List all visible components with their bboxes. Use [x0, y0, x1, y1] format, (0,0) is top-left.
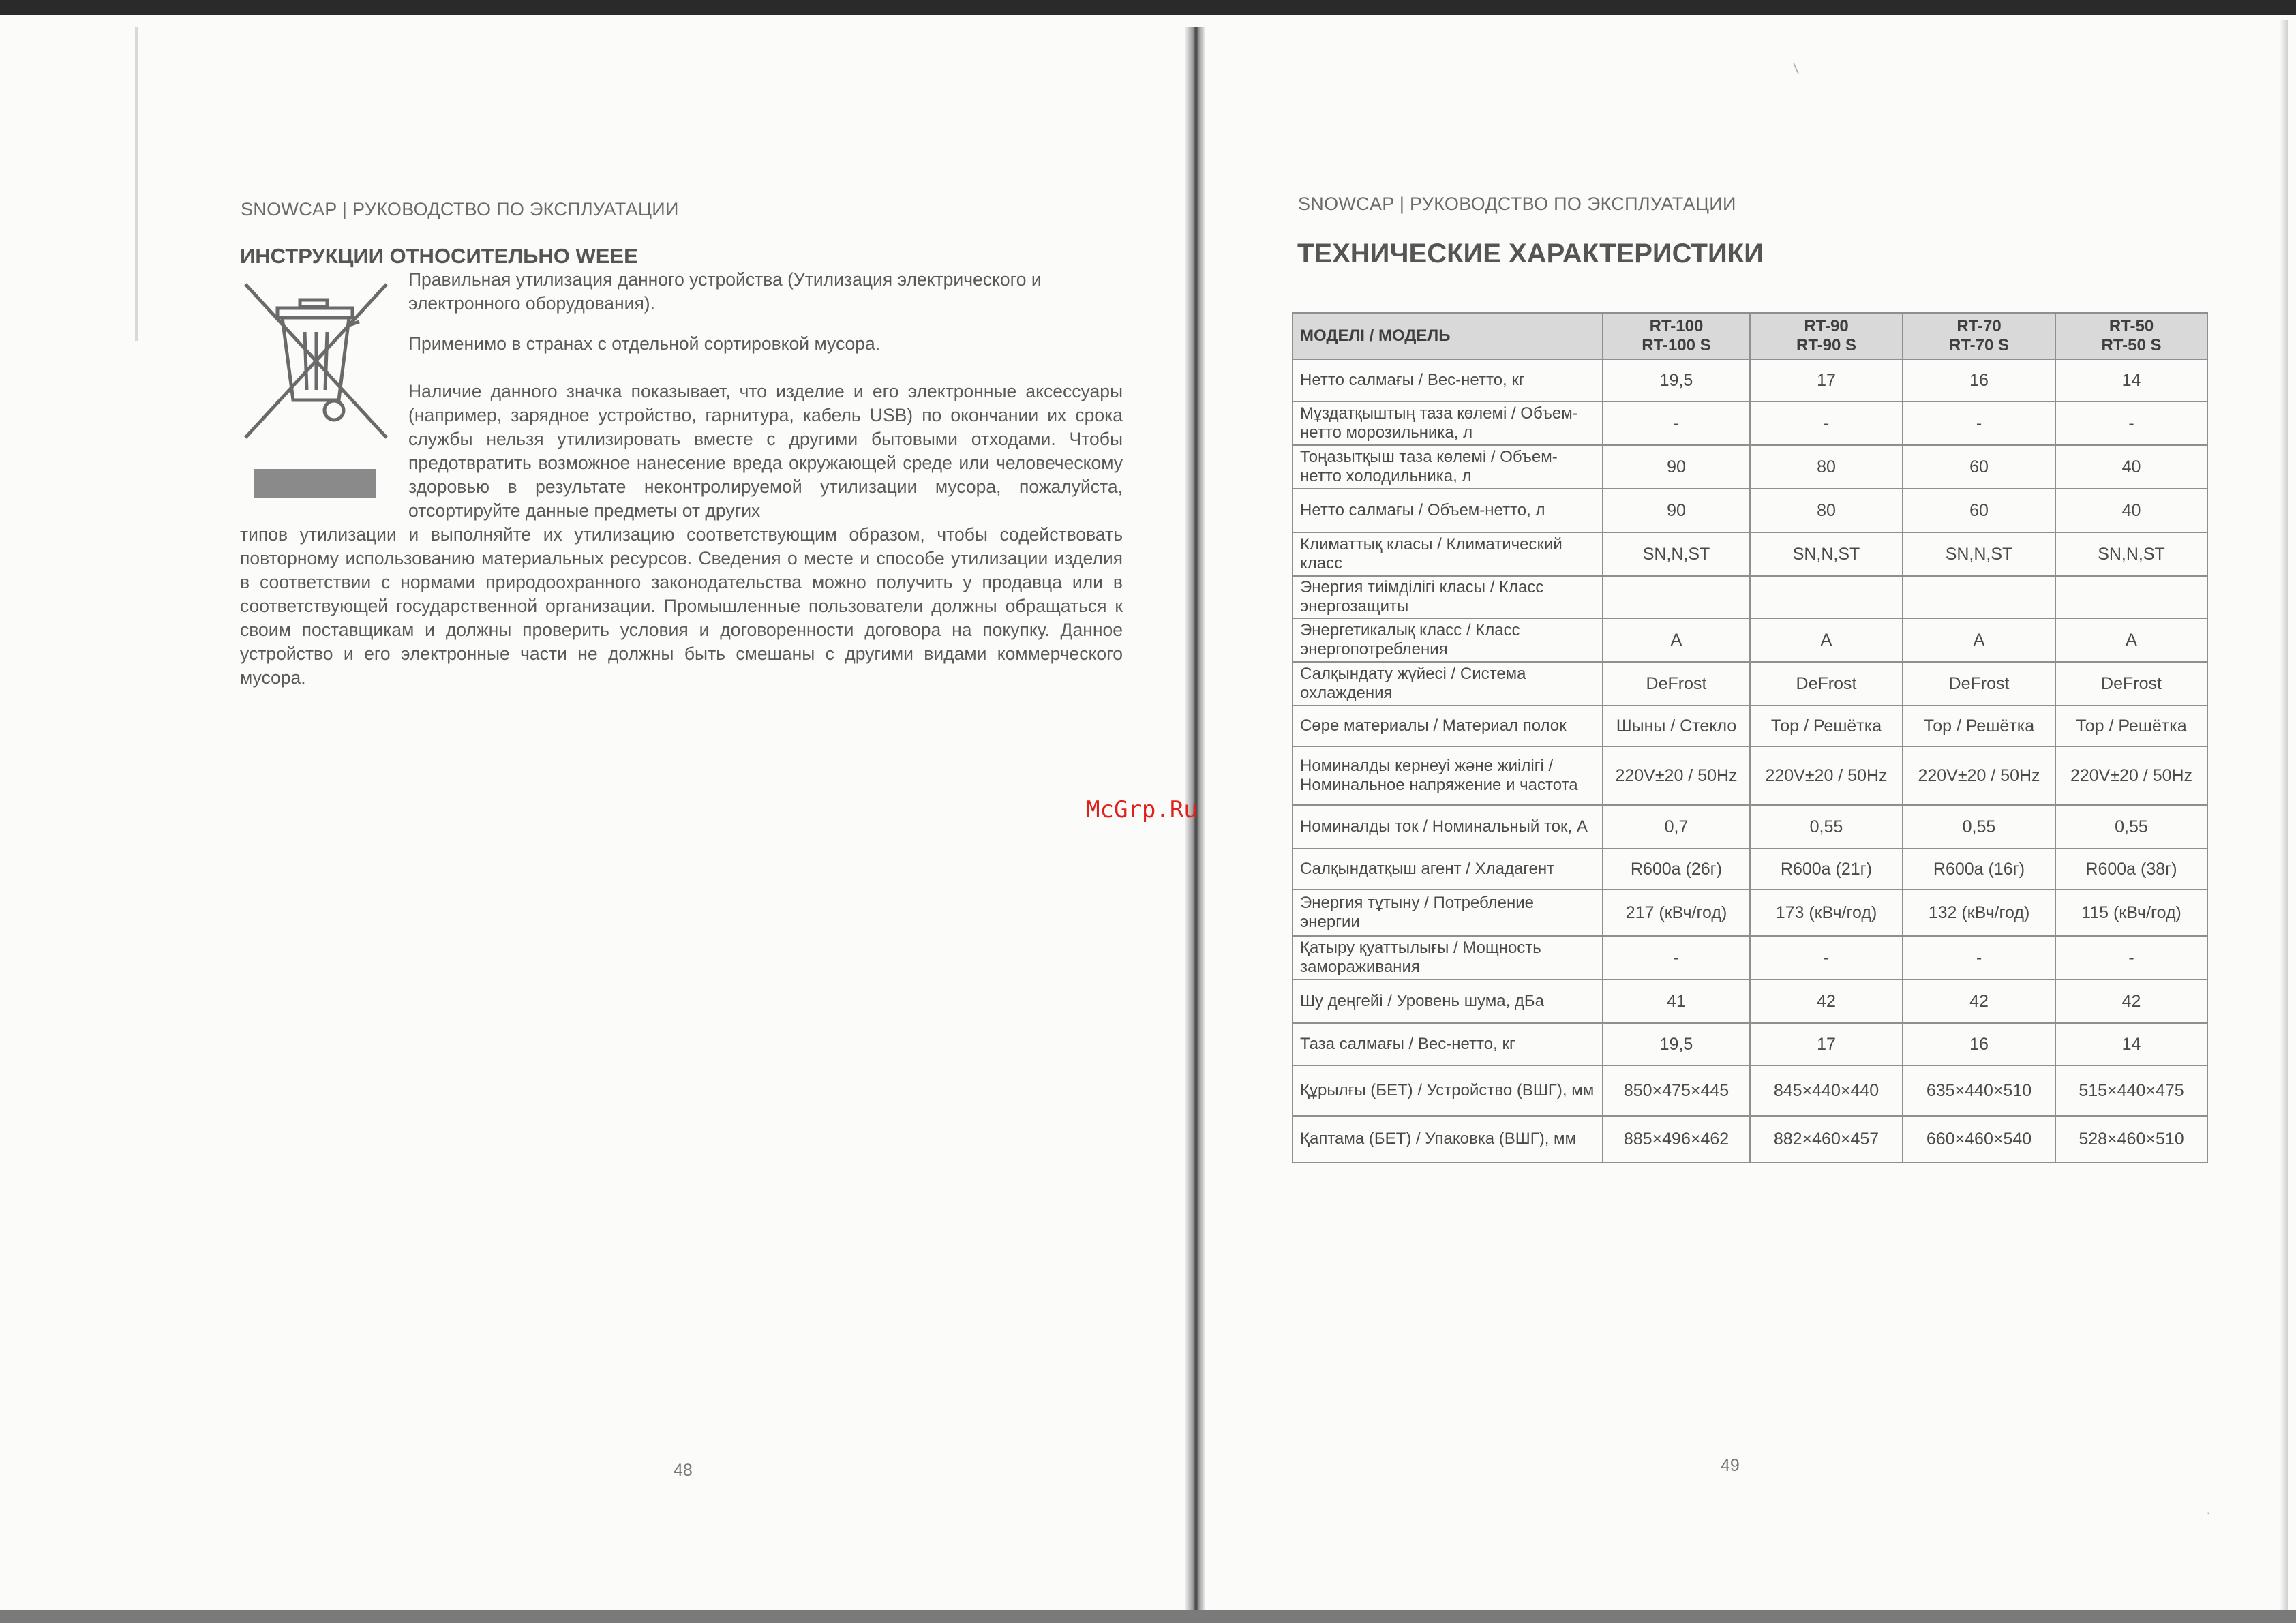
spec-value: Тор / Решётка: [2055, 706, 2207, 746]
weee-marking-bar: [254, 469, 376, 498]
spec-value: SN,N,ST: [1603, 532, 1750, 576]
spec-label: Қатыру қуаттылығы / Мощность замораживания: [1293, 936, 1603, 980]
table-row: [1293, 359, 2207, 401]
spec-value: 90: [1603, 445, 1750, 489]
spec-value: 14: [2055, 1023, 2207, 1065]
left-page-header: SNOWCAP | РУКОВОДСТВО ПО ЭКСПЛУАТАЦИИ: [241, 199, 679, 219]
spec-value: 42: [2055, 980, 2207, 1023]
spec-value: 16: [1903, 1023, 2055, 1065]
spec-value: 0,55: [2055, 805, 2207, 849]
spec-value: DeFrost: [1603, 662, 1750, 706]
spec-value: 220V±20 / 50Hz: [1750, 746, 1903, 805]
spec-value: [2055, 576, 2207, 618]
page-edge-mark: [135, 27, 138, 341]
spec-value: SN,N,ST: [1750, 532, 1903, 576]
spec-label: Қаптама (БЕТ) / Упаковка (ВШГ), мм: [1293, 1116, 1603, 1162]
spec-value: Шыны / Стекло: [1603, 706, 1750, 746]
scan-speck: ·: [2206, 1504, 2211, 1521]
crossed-out-wheelie-bin-icon: [240, 281, 393, 443]
table-row: [1293, 706, 2207, 746]
spec-label: Тоңазытқыш таза көлемі / Объем-нетто холодильника, л: [1293, 445, 1603, 489]
spec-value: 16: [1903, 359, 2055, 401]
spec-value: 42: [1750, 980, 1903, 1023]
spec-label: Нетто салмағы / Вес-нетто, кг: [1293, 359, 1603, 401]
spec-value: 220V±20 / 50Hz: [1903, 746, 2055, 805]
spec-value: 132 (кВч/год): [1903, 890, 2055, 936]
spec-label: Шу деңгейі / Уровень шума, дБа: [1293, 980, 1603, 1023]
spec-label: Сөре материалы / Материал полок: [1293, 706, 1603, 746]
table-row: [1293, 1116, 2207, 1162]
weee-paragraph-4: типов утилизации и выполняйте их утилизацию соответствующим образом, чтобы содействовать повторному использованию материальных ресурсов. Сведения о месте и способе утилизации изделия в соответствии с нормами природоохранного законодательства можно получить у продавца или в соответствующей государственной организации. Промышленные пользователи должны обращаться к своим поставщикам и должны проверить условия и договоренности договора на покупку. Данное устройство и его электронные части не должны быть смешаны с другими видами коммерческого мусора.: [240, 524, 1123, 688]
spec-value: A: [1903, 618, 2055, 662]
spec-value: 635×440×510: [1903, 1065, 2055, 1116]
spec-label: Номиналды ток / Номинальный ток, А: [1293, 805, 1603, 849]
spec-value: A: [1603, 618, 1750, 662]
table-row: [1293, 746, 2207, 805]
spec-value: [1603, 576, 1750, 618]
table-row: [1293, 445, 2207, 489]
right-page-header: SNOWCAP | РУКОВОДСТВО ПО ЭКСПЛУАТАЦИИ: [1298, 194, 1736, 214]
spec-value: SN,N,ST: [2055, 532, 2207, 576]
spec-value: 220V±20 / 50Hz: [1603, 746, 1750, 805]
spec-value: 217 (кВч/год): [1603, 890, 1750, 936]
spec-value: -: [1903, 936, 2055, 980]
spec-value: 220V±20 / 50Hz: [2055, 746, 2207, 805]
table-row: [1293, 849, 2207, 890]
spec-value: 17: [1750, 1023, 1903, 1065]
table-row: [1293, 576, 2207, 618]
model-header-rt100: RT-100 RT-100 S: [1603, 313, 1750, 359]
spec-value: R600a (16г): [1903, 849, 2055, 890]
spec-label: Салқындатқыш агент / Хладагент: [1293, 849, 1603, 890]
spec-value: 19,5: [1603, 359, 1750, 401]
spec-value: 90: [1603, 489, 1750, 532]
spec-label: Энергетикалық класс / Класс энергопотребления: [1293, 618, 1603, 662]
table-row: [1293, 805, 2207, 849]
table-row: [1293, 532, 2207, 576]
spec-value: Тор / Решётка: [1903, 706, 2055, 746]
spec-value: 173 (кВч/год): [1750, 890, 1903, 936]
spec-value: 19,5: [1603, 1023, 1750, 1065]
left-page-title: ИНСТРУКЦИИ ОТНОСИТЕЛЬНО WEEE: [240, 244, 638, 268]
spec-label: Салқындату жүйесі / Система охлаждения: [1293, 662, 1603, 706]
weee-paragraph-1: Правильная утилизация данного устройства (Утилизация электрического и электронного оборудования).: [408, 269, 1042, 314]
spec-value: 885×496×462: [1603, 1116, 1750, 1162]
spec-label: Энергия тұтыну / Потребление энергии: [1293, 890, 1603, 936]
spec-value: R600a (38г): [2055, 849, 2207, 890]
scan-top-border: [0, 0, 2296, 15]
spec-label: Номиналды кернеуі және жиілігі / Номинальное напряжение и частота: [1293, 746, 1603, 805]
spec-value: 528×460×510: [2055, 1116, 2207, 1162]
weee-paragraph-2: Применимо в странах с отдельной сортировкой мусора.: [408, 333, 881, 354]
model-header-rt50: RT-50 RT-50 S: [2055, 313, 2207, 359]
table-header-row: [1293, 313, 2207, 359]
spec-value: -: [1750, 401, 1903, 445]
page-right-edge: [2280, 20, 2288, 1610]
spec-label: Құрылғы (БЕТ) / Устройство (ВШГ), мм: [1293, 1065, 1603, 1116]
scan-bottom-border: [0, 1610, 2296, 1623]
table-row: [1293, 980, 2207, 1023]
spec-value: 80: [1750, 445, 1903, 489]
spec-value: -: [1603, 401, 1750, 445]
table-row: [1293, 618, 2207, 662]
model-column-header: МОДЕЛІ / МОДЕЛЬ: [1293, 313, 1603, 359]
spec-value: SN,N,ST: [1903, 532, 2055, 576]
table-row: [1293, 662, 2207, 706]
right-page-title: ТЕХНИЧЕСКИЕ ХАРАКТЕРИСТИКИ: [1297, 239, 1764, 269]
weee-paragraph-3: Наличие данного значка показывает, что изделие и его электронные аксессуары (например, зарядное устройство, гарнитура, кабель USB) по окончании их срока службы нельзя утилизировать вместе с другими бытовыми отходами. Чтобы предотвратить возможное нанесение вреда окружающей среде или человеческому здоровью в результате неконтролируемой утилизации мусора, пожалуйста, отсортируйте данные предметы от других: [408, 381, 1123, 521]
table-row: [1293, 1023, 2207, 1065]
spec-value: 882×460×457: [1750, 1116, 1903, 1162]
spec-value: 60: [1903, 445, 2055, 489]
spec-value: -: [2055, 401, 2207, 445]
spec-value: 40: [2055, 489, 2207, 532]
spec-value: 0,55: [1903, 805, 2055, 849]
spec-value: [1750, 576, 1903, 618]
spec-label: Климаттық класы / Климатический класс: [1293, 532, 1603, 576]
spec-value: 42: [1903, 980, 2055, 1023]
spec-value: DeFrost: [1903, 662, 2055, 706]
spec-value: DeFrost: [1750, 662, 1903, 706]
specifications-table: [1292, 312, 2208, 1163]
spec-value: [1903, 576, 2055, 618]
table-row: [1293, 489, 2207, 532]
spec-label: Таза салмағы / Вес-нетто, кг: [1293, 1023, 1603, 1065]
spec-value: -: [2055, 936, 2207, 980]
spec-label: Энергия тиімділігі класы / Класс энергозащиты: [1293, 576, 1603, 618]
spec-value: 850×475×445: [1603, 1065, 1750, 1116]
scan-speck: /: [1789, 61, 1804, 77]
table-row: [1293, 401, 2207, 445]
spec-value: DeFrost: [2055, 662, 2207, 706]
spec-label: Нетто салмағы / Объем-нетто, л: [1293, 489, 1603, 532]
spec-value: Тор / Решётка: [1750, 706, 1903, 746]
spec-value: R600a (21г): [1750, 849, 1903, 890]
model-header-rt90: RT-90 RT-90 S: [1750, 313, 1903, 359]
spec-value: 660×460×540: [1903, 1116, 2055, 1162]
spec-value: 17: [1750, 359, 1903, 401]
spec-value: 40: [2055, 445, 2207, 489]
table-row: [1293, 890, 2207, 936]
spec-value: 0,7: [1603, 805, 1750, 849]
table-row: [1293, 1065, 2207, 1116]
table-row: [1293, 936, 2207, 980]
left-page-number: 48: [674, 1461, 693, 1480]
spec-value: -: [1903, 401, 2055, 445]
right-page-number: 49: [1721, 1456, 1740, 1475]
spec-value: 60: [1903, 489, 2055, 532]
spec-value: 80: [1750, 489, 1903, 532]
spec-value: A: [1750, 618, 1903, 662]
spec-label: Мұздатқыштың таза көлемі / Объем-нетто морозильника, л: [1293, 401, 1603, 445]
spec-value: -: [1603, 936, 1750, 980]
spec-value: 14: [2055, 359, 2207, 401]
model-header-rt70: RT-70 RT-70 S: [1903, 313, 2055, 359]
spec-value: -: [1750, 936, 1903, 980]
spec-value: 845×440×440: [1750, 1065, 1903, 1116]
spec-value: 115 (кВч/год): [2055, 890, 2207, 936]
spec-value: R600a (26г): [1603, 849, 1750, 890]
spec-value: 515×440×475: [2055, 1065, 2207, 1116]
watermark: McGrp.Ru: [1086, 796, 1198, 823]
spec-value: 0,55: [1750, 805, 1903, 849]
spec-value: A: [2055, 618, 2207, 662]
spec-value: 41: [1603, 980, 1750, 1023]
